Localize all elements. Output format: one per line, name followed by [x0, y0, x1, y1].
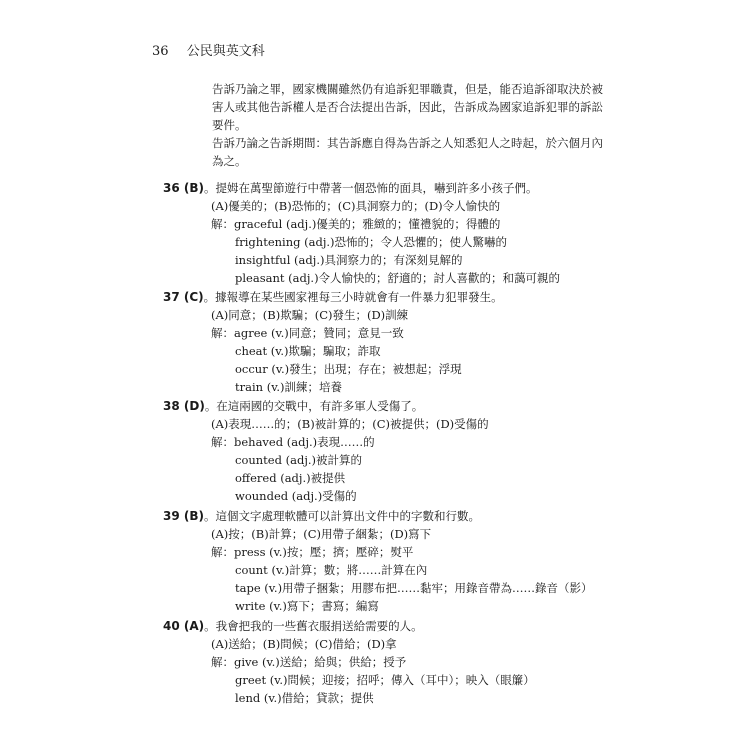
solution-subline: train (v.)訓練；培養 [235, 380, 342, 394]
question-line [163, 179, 613, 197]
question-stem: 。這個文字處理軟體可以計算出文件中的字數和行數。 [204, 509, 480, 523]
solution-line: 解：behaved (adj.)表現……的 [211, 435, 375, 449]
question-39 [163, 507, 613, 615]
solution-subline: counted (adj.)被計算的 [235, 453, 363, 467]
question-line [163, 288, 613, 306]
question-stem: 。我會把我的一些舊衣服捐送給需要的人。 [204, 619, 423, 633]
solution-subline: occur (v.)發生；出現；存在；被想起；浮現 [235, 362, 462, 376]
question-line [163, 617, 613, 635]
page-number: 36 [152, 44, 169, 59]
solution-subline: count (v.)計算；數；將……計算在內 [235, 563, 428, 577]
question-38 [163, 397, 613, 505]
question-options: (A)同意；(B)欺騙；(C)發生；(D)訓練 [211, 308, 409, 322]
question-36 [163, 179, 613, 287]
solution-subline: insightful (adj.)具洞察力的；有深刻見解的 [235, 253, 463, 267]
question-40 [163, 617, 613, 707]
solution-line: 解：press (v.)按；壓；擠；壓碎；熨平 [211, 545, 414, 559]
question-stem: 。提姆在萬聖節遊行中帶著一個恐怖的面具，嚇到許多小孩子們。 [204, 181, 538, 195]
question-number: 37 (C) [163, 290, 204, 304]
solution-subline: wounded (adj.)受傷的 [235, 489, 357, 503]
question-stem: 。據報導在某些國家裡每三小時就會有一件暴力犯罪發生。 [203, 290, 503, 304]
question-number: 40 (A) [163, 619, 205, 633]
solution-line: 解：agree (v.)同意；贊同；意見一致 [211, 326, 404, 340]
question-number: 39 (B) [163, 509, 204, 523]
solution-line: 解：graceful (adj.)優美的；雅緻的；懂禮貌的；得體的 [211, 217, 501, 231]
solution-subline: lend (v.)借給；貸款；提供 [235, 691, 374, 705]
question-line [163, 397, 613, 415]
question-number: 38 (D) [163, 399, 205, 413]
question-stem: 。在這兩國的交戰中，有許多軍人受傷了。 [204, 399, 424, 413]
solution-subline: tape (v.)用帶子捆紮；用膠布把……黏牢；用錄音帶為……錄音（影） [235, 581, 593, 595]
question-options: (A)按；(B)計算；(C)用帶子綑紮；(D)寫下 [211, 527, 432, 541]
solution-subline: offered (adj.)被提供 [235, 471, 346, 485]
question-options: (A)優美的；(B)恐怖的；(C)具洞察力的；(D)令人愉快的 [211, 199, 501, 213]
question-37 [163, 288, 613, 396]
intro-paragraphs [212, 80, 612, 170]
solution-subline: frightening (adj.)恐怖的；令人恐懼的；使人驚嚇的 [235, 235, 508, 249]
question-options: (A)送給；(B)問候；(C)借給；(D)拿 [211, 637, 397, 651]
solution-subline: write (v.)寫下；書寫；編寫 [235, 599, 379, 613]
solution-line: 解：give (v.)送給；給與；供給；授予 [211, 655, 407, 669]
page-header [152, 44, 265, 60]
question-options: (A)表現……的；(B)被計算的；(C)被提供；(D)受傷的 [211, 417, 489, 431]
question-number: 36 (B) [163, 181, 204, 195]
intro-paragraph: 告訴乃論之罪，國家機關雖然仍有追訴犯罪職責，但是，能否追訴卻取決於被害人或其他告訴權人是否合法提出告訴，因此，告訴成為國家追訴犯罪的訴訟要件。 [212, 82, 603, 132]
intro-paragraph: 告訴乃論之告訴期間：其告訴應自得為告訴之人知悉犯人之時起，於六個月內為之。 [212, 136, 603, 168]
solution-subline: cheat (v.)欺騙；騙取；詐取 [235, 344, 381, 358]
book-title: 公民與英文科 [186, 44, 265, 59]
solution-subline: pleasant (adj.)令人愉快的；舒適的；討人喜歡的；和藹可親的 [235, 271, 561, 285]
solution-subline: greet (v.)問候；迎接；招呼；傳入（耳中）；映入（眼簾） [235, 673, 535, 687]
question-line [163, 507, 613, 525]
